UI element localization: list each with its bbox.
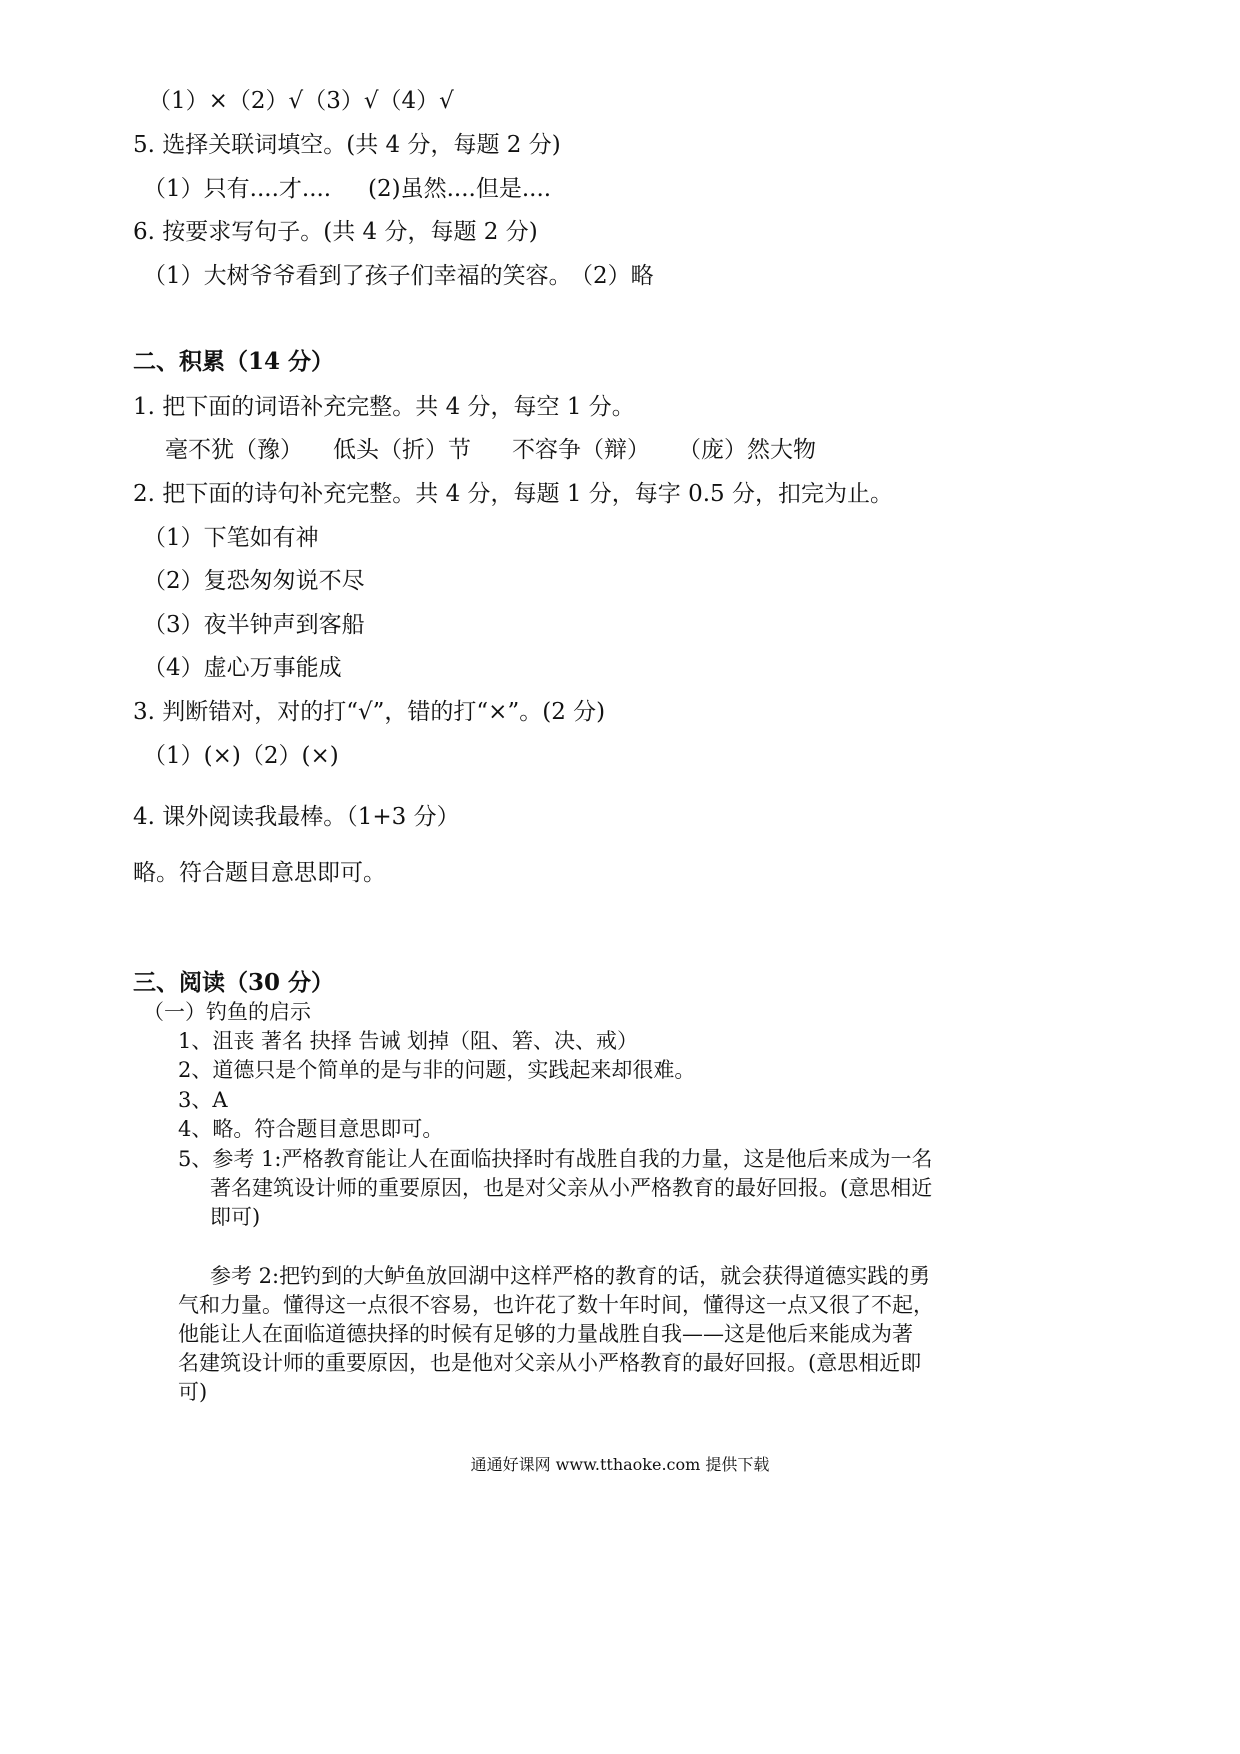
- s2-question-title-2: 2. 把下面的诗句补充完整。共 4 分，每题 1 分，每字 0.5 分，扣完为止。: [133, 481, 893, 507]
- page-footer: 通通好课网 www.tthaoke.com 提供下载: [470, 1455, 770, 1474]
- s2-question-title-1: 1. 把下面的词语补充完整。共 4 分，每空 1 分。: [133, 394, 635, 420]
- poem-line-3: （3）夜半钟声到客船: [143, 612, 365, 638]
- s2-word-3: 不容争（辩）: [512, 437, 650, 463]
- ref2-line-2: 气和力量。懂得这一点很不容易，也许花了数十年时间，懂得这一点又很了不起，: [178, 1293, 934, 1317]
- question-title-5: 5. 选择关联词填空。(共 4 分，每题 2 分): [133, 132, 561, 158]
- s3-answer-5-line-3: 即可): [210, 1205, 261, 1229]
- answer-line-1-4: （1）×（2）√（3）√（4）√: [148, 88, 454, 114]
- s2-word-4: （庞）然大物: [678, 437, 816, 463]
- poem-line-1: （1）下笔如有神: [143, 525, 319, 551]
- poem-line-4: （4）虚心万事能成: [143, 655, 342, 681]
- answer-6-2: （2）略: [570, 263, 654, 289]
- section-heading-2: 二、积累（14 分）: [133, 348, 335, 375]
- answer-5-2: (2)虽然....但是....: [368, 176, 552, 202]
- s2-question-title-4: 4. 课外阅读我最棒。（1+3 分）: [133, 804, 460, 830]
- answer-5-1: （1）只有....才....: [143, 176, 332, 202]
- s3-answer-1: 1、沮丧 著名 抉择 告诫 划掉（阻、箬、决、戒）: [178, 1029, 639, 1053]
- s2-answer-3: （1）(×)（2）(×): [143, 743, 339, 769]
- s2-answer-4: 略。符合题目意思即可。: [133, 860, 386, 886]
- s2-word-1: 毫不犹（豫）: [165, 437, 303, 463]
- s2-word-2: 低头（折）节: [333, 437, 471, 463]
- poem-line-2: （2）复恐匆匆说不尽: [143, 568, 365, 594]
- s3-answer-5-line-2: 著名建筑设计师的重要原因，也是对父亲从小严格教育的最好回报。(意思相近: [210, 1176, 933, 1200]
- passage-title-1: （一）钓鱼的启示: [143, 1000, 311, 1024]
- section-heading-3: 三、阅读（30 分）: [133, 969, 335, 996]
- answer-6-1: （1）大树爷爷看到了孩子们幸福的笑容。: [143, 263, 572, 289]
- ref2-line-3: 他能让人在面临道德抉择的时候有足够的力量战胜自我——这是他后来能成为著: [178, 1322, 913, 1346]
- ref2-line-1: 参考 2:把钓到的大鲈鱼放回湖中这样严格的教育的话，就会获得道德实践的勇: [210, 1264, 931, 1288]
- question-title-6: 6. 按要求写句子。(共 4 分，每题 2 分): [133, 219, 538, 245]
- s3-answer-3: 3、A: [178, 1088, 228, 1112]
- s2-question-title-3: 3. 判断错对，对的打“√”，错的打“×”。(2 分): [133, 699, 606, 725]
- s3-answer-2: 2、道德只是个简单的是与非的问题，实践起来却很难。: [178, 1058, 696, 1082]
- s3-answer-5-line-1: 5、参考 1:严格教育能让人在面临抉择时有战胜自我的力量，这是他后来成为一名: [178, 1147, 933, 1171]
- ref2-line-4: 名建筑设计师的重要原因，也是他对父亲从小严格教育的最好回报。(意思相近即: [178, 1351, 922, 1375]
- ref2-line-5: 可): [178, 1380, 208, 1404]
- s3-answer-4: 4、略。符合题目意思即可。: [178, 1117, 444, 1141]
